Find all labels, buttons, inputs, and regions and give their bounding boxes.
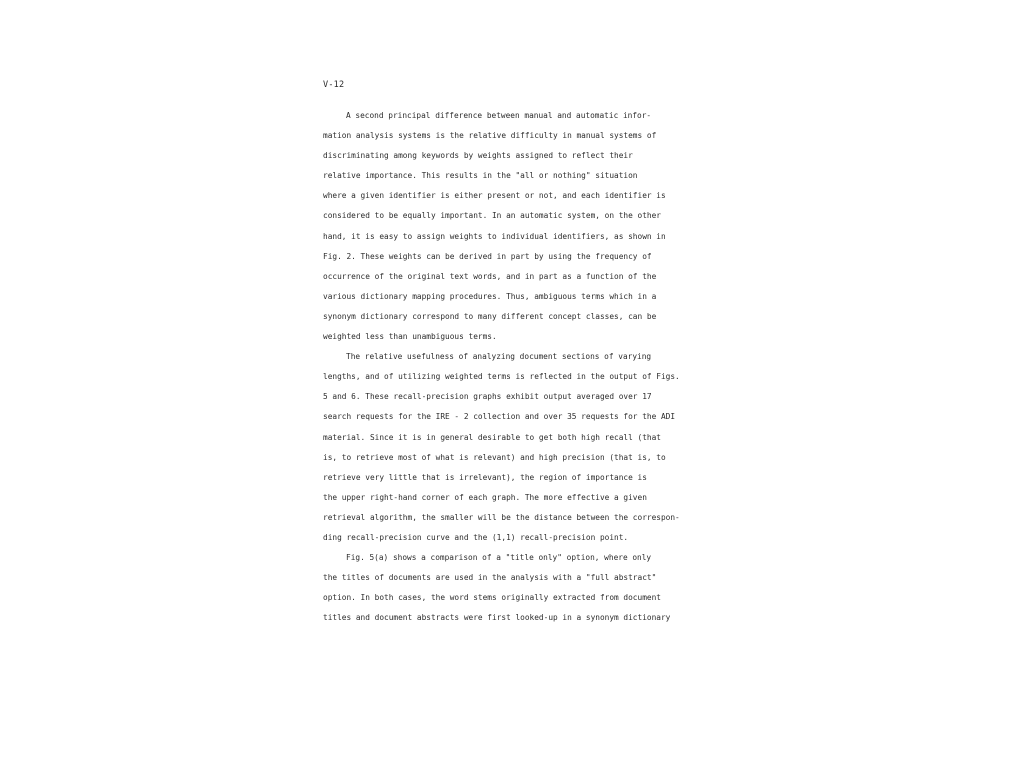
text-line: occurrence of the original text words, and in part as a function of the — [323, 271, 657, 281]
text-line: weighted less than unambiguous terms. — [323, 332, 497, 342]
text-line: mation analysis systems is the relative difficulty in manual systems of — [323, 131, 657, 141]
text-line: hand, it is easy to assign weights to individual identifiers, as shown in — [323, 231, 666, 241]
text-line: material. Since it is in general desirable to get both high recall (that — [323, 432, 661, 442]
text-line: option. In both cases, the word stems originally extracted from document — [323, 593, 661, 603]
text-line: the upper right-hand corner of each graph. The more effective a given — [323, 492, 647, 502]
paragraph-start-line: Fig. 5(a) shows a comparison of a "title only" option, where only — [346, 553, 652, 563]
text-line: retrieve very little that is irrelevant), the region of importance is — [323, 472, 647, 482]
text-line: retrieval algorithm, the smaller will be the distance between the correspon- — [323, 512, 680, 522]
text-line: considered to be equally important. In an automatic system, on the other — [323, 211, 661, 221]
text-line: search requests for the IRE - 2 collection and over 35 requests for the ADI — [323, 412, 676, 422]
text-line: the titles of documents are used in the analysis with a "full abstract" — [323, 573, 657, 583]
text-line: Fig. 2. These weights can be derived in part by using the frequency of — [323, 251, 652, 261]
text-line: relative importance. This results in the "all or nothing" situation — [323, 171, 638, 181]
paragraph-start-line: The relative usefulness of analyzing document sections of varying — [346, 352, 652, 362]
paragraph-start-line: A second principal difference between manual and automatic infor- — [346, 111, 652, 120]
text-line: various dictionary mapping procedures. Thus, ambiguous terms which in a — [323, 291, 657, 301]
body-text — [323, 106, 693, 628]
text-line: discriminating among keywords by weights assigned to reflect their — [323, 151, 633, 161]
text-line: ding recall-precision curve and the (1,1) recall-precision point. — [323, 532, 629, 542]
text-line: titles and document abstracts were first looked-up in a synonym dictionary — [323, 613, 671, 623]
page-number: V-12 — [323, 80, 345, 90]
text-line: 5 and 6. These recall-precision graphs exhibit output averaged over 17 — [323, 392, 652, 402]
text-line: is, to retrieve most of what is relevant) and high precision (that is, to — [323, 452, 666, 462]
text-line: lengths, and of utilizing weighted terms is reflected in the output of Figs. — [323, 372, 680, 382]
text-line: synonym dictionary correspond to many different concept classes, can be — [323, 311, 657, 321]
text-line: where a given identifier is either present or not, and each identifier is — [323, 191, 666, 201]
